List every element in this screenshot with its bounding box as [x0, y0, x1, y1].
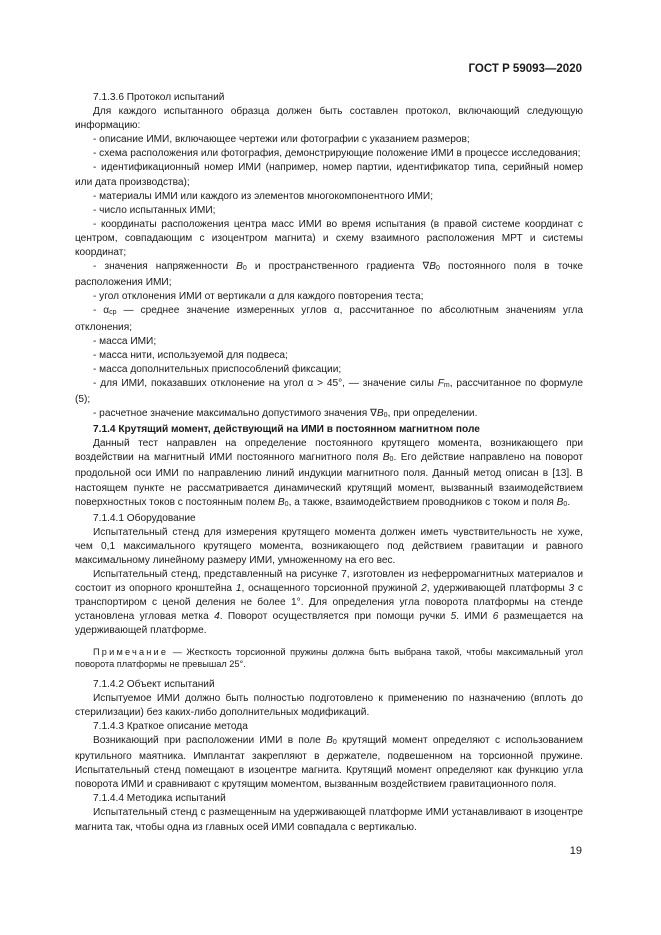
- list-item: - идентификационный номер ИМИ (например, номер партии, идентификатор типа, серийный номер или дата производства);: [75, 162, 583, 188]
- list-item: - схема расположения или фотография, демонстрирующие положение ИМИ в процессе исследования;: [93, 148, 581, 160]
- list-item: - для ИМИ, показавших отклонение на угол α > 45°, — значение силы Fm, рассчитанное по формуле (5);: [75, 377, 583, 405]
- section-7142-paragraph: Испытуемое ИМИ должно быть полностью подготовлено к применению по назначению (вплоть до стерилизации) без каких-либо дополнительных модификаций.: [75, 692, 583, 718]
- page-content: [75, 91, 583, 835]
- section-7136-title: 7.1.3.6 Протокол испытаний: [93, 92, 225, 103]
- list-item: - угол отклонения ИМИ от вертикали α для каждого повторения теста;: [93, 291, 424, 303]
- list-item: - число испытанных ИМИ;: [93, 204, 216, 216]
- section-7144-title: 7.1.4.4 Методика испытаний: [93, 793, 226, 805]
- list-item: - координаты расположения центра масс ИМИ во время испытания (в правой системе координат с центром, совпадающим с изоцентром магнита) и схему взаимного расположения МРТ и системы координат;: [75, 218, 583, 259]
- section-7142-title: 7.1.4.2 Объект испытаний: [93, 678, 215, 690]
- list-item: - материалы ИМИ или каждого из элементов многокомпонентного ИМИ;: [93, 190, 434, 202]
- section-7136-intro: Для каждого испытанного образца должен быть составлен протокол, включающий следующую информацию:: [75, 106, 583, 132]
- page-number: 19: [569, 845, 582, 857]
- note: Примечание — Жесткость торсионной пружины должна быть выбрана такой, чтобы максимальный угол поворота платформы не превышал 25°.: [75, 646, 583, 670]
- list-item: - масса нити, используемой для подвеса;: [93, 349, 288, 361]
- list-item: - масса ИМИ;: [93, 335, 157, 347]
- section-714-title: 7.1.4 Крутящий момент, действующий на ИМИ в постоянном магнитном поле: [93, 424, 480, 436]
- list-item: - значения напряженности B0 и пространственного градиента ∇B0 постоянного поля в точке расположения ИМИ;: [75, 261, 583, 289]
- section-7143-title: 7.1.4.3 Краткое описание метода: [93, 720, 248, 732]
- section-7144-paragraph: Испытательный стенд с размещенным на удерживающей платформе ИМИ устанавливают в изоцентре магнита так, чтобы одна из главных осей ИМИ совпадала с вертикалью.: [75, 807, 583, 833]
- section-7143-paragraph: Возникающий при расположении ИМИ в поле B0 крутящий момент определяют с использованием крутильного маятника. Имплантат закрепляют в держателе, подвешенном на торсионной пружине. Испытательный стенд помещают в изоцентре магнита. Крутящий момент определяют как функцию угла поворота ИМИ и сравнивают с крутящим моментом, вызванным воздействием гравитационного поля.: [75, 734, 583, 791]
- section-7141-paragraph-2: Испытательный стенд, представленный на рисунке 7, изготовлен из неферромагнитных материалов и состоит из опорного кронштейна 1, оснащенного торсионной пружиной 2, удерживающей платформы 3 с транспортиром с ценой деления не более 1°. Для определения угла поворота платформы на стенде установлена угловая метка 4. Поворот осуществляется при помощи ручки 5. ИМИ 6 размещается на удерживающей платформе.: [75, 569, 583, 637]
- section-7141-paragraph-1: Испытательный стенд для измерения крутящего момента должен иметь чувствительность не хуже, чем 0,1 максимального крутящего момента, возникающего под действием гравитации и равного максимальному линейному размеру ИМИ, умноженному на его вес.: [75, 526, 583, 566]
- list-item: - расчетное значение максимально допустимого значения ∇B0, при определении.: [93, 408, 478, 420]
- section-7141-title: 7.1.4.1 Оборудование: [93, 512, 196, 524]
- list-item: - αср — среднее значение измеренных углов α, рассчитанное по абсолютным значениям угла отклонения;: [75, 305, 583, 333]
- list-item: - описание ИМИ, включающее чертежи или фотографии с указанием размеров;: [93, 134, 470, 146]
- standard-header: ГОСТ Р 59093—2020: [468, 63, 582, 75]
- list-item: - масса дополнительных приспособлений фиксации;: [93, 363, 342, 375]
- section-714-paragraph: Данный тест направлен на определение постоянного крутящего момента, возникающего при воздействии на магнитный ИМИ постоянного магнитного поля B0. Его действие направлено на поворот продольной оси ИМИ по направлению линий индукции магнитного поля. Данный метод описан в [13]. В настоящем пункте не рассматривается динамический крутящий момент, вызванный взаимодействием поверхностных токов с постоянным полем B0, а также, взаимодействием проводников с током и поля B0.: [75, 438, 583, 508]
